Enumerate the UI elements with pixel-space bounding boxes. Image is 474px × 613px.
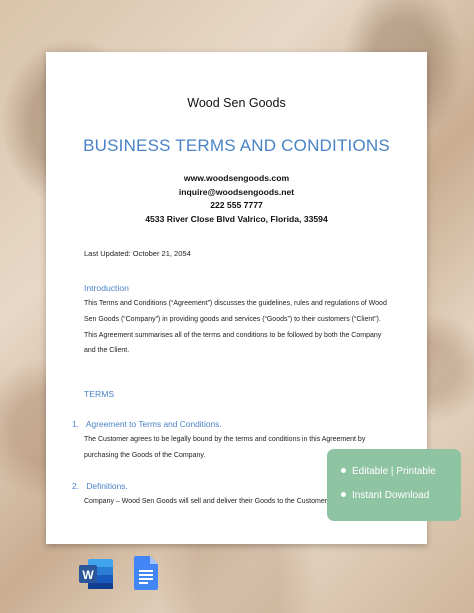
intro-line: Sen Goods (“Company”) in providing goods and services (“Goods”) to their customers (“Client”). [84,315,381,323]
document-title: BUSINESS TERMS AND CONDITIONS [83,136,390,155]
last-updated: Last Updated: October 21, 2054 [84,249,191,258]
badge-item-editable [341,466,436,477]
section-1-heading [72,419,222,429]
section-line: purchasing the Goods of the Company. [84,451,206,459]
features-badge [327,449,461,521]
company-name: Wood Sen Goods [187,96,286,110]
intro-heading: Introduction [84,283,129,293]
contact-email: inquire@woodsengoods.net [178,186,295,197]
google-docs-icon[interactable] [134,556,158,590]
contact-phone: 222 555 7777 [210,200,263,210]
section-line: The Customer agrees to be legally bound by the terms and conditions in this Agreement by [84,436,366,443]
badge-label: Editable | Printable [352,466,436,477]
section-title: Definitions. [86,481,128,491]
bullet-icon [341,492,346,497]
section-number: 1. [72,419,79,429]
microsoft-word-icon[interactable] [78,558,114,590]
badge-item-download [341,490,429,501]
section-2-heading [72,481,128,491]
intro-line: and the Client. [84,347,130,355]
contact-website: www.woodsengoods.com [183,173,290,183]
badge-label: Instant Download [352,490,430,501]
svg-text:W: W [82,568,94,582]
intro-paragraph [84,296,402,359]
terms-heading: TERMS [84,389,115,399]
contact-block [46,172,427,226]
section-number: 2. [72,481,79,491]
intro-line: This Terms and Conditions (“Agreement”) discusses the guidelines, rules and regulations of Wood [84,300,387,307]
intro-line: This Agreement summarises all of the terms and conditions to be followed by both the Company [84,331,382,339]
section-title: Agreement to Terms and Conditions. [85,419,222,429]
bullet-icon [341,468,346,473]
contact-address: 4533 River Close Blvd Valrico, Florida, 33594 [145,213,328,224]
section-line: Company – Wood Sen Goods will sell and deliver their Goods to the Customer [84,498,328,505]
